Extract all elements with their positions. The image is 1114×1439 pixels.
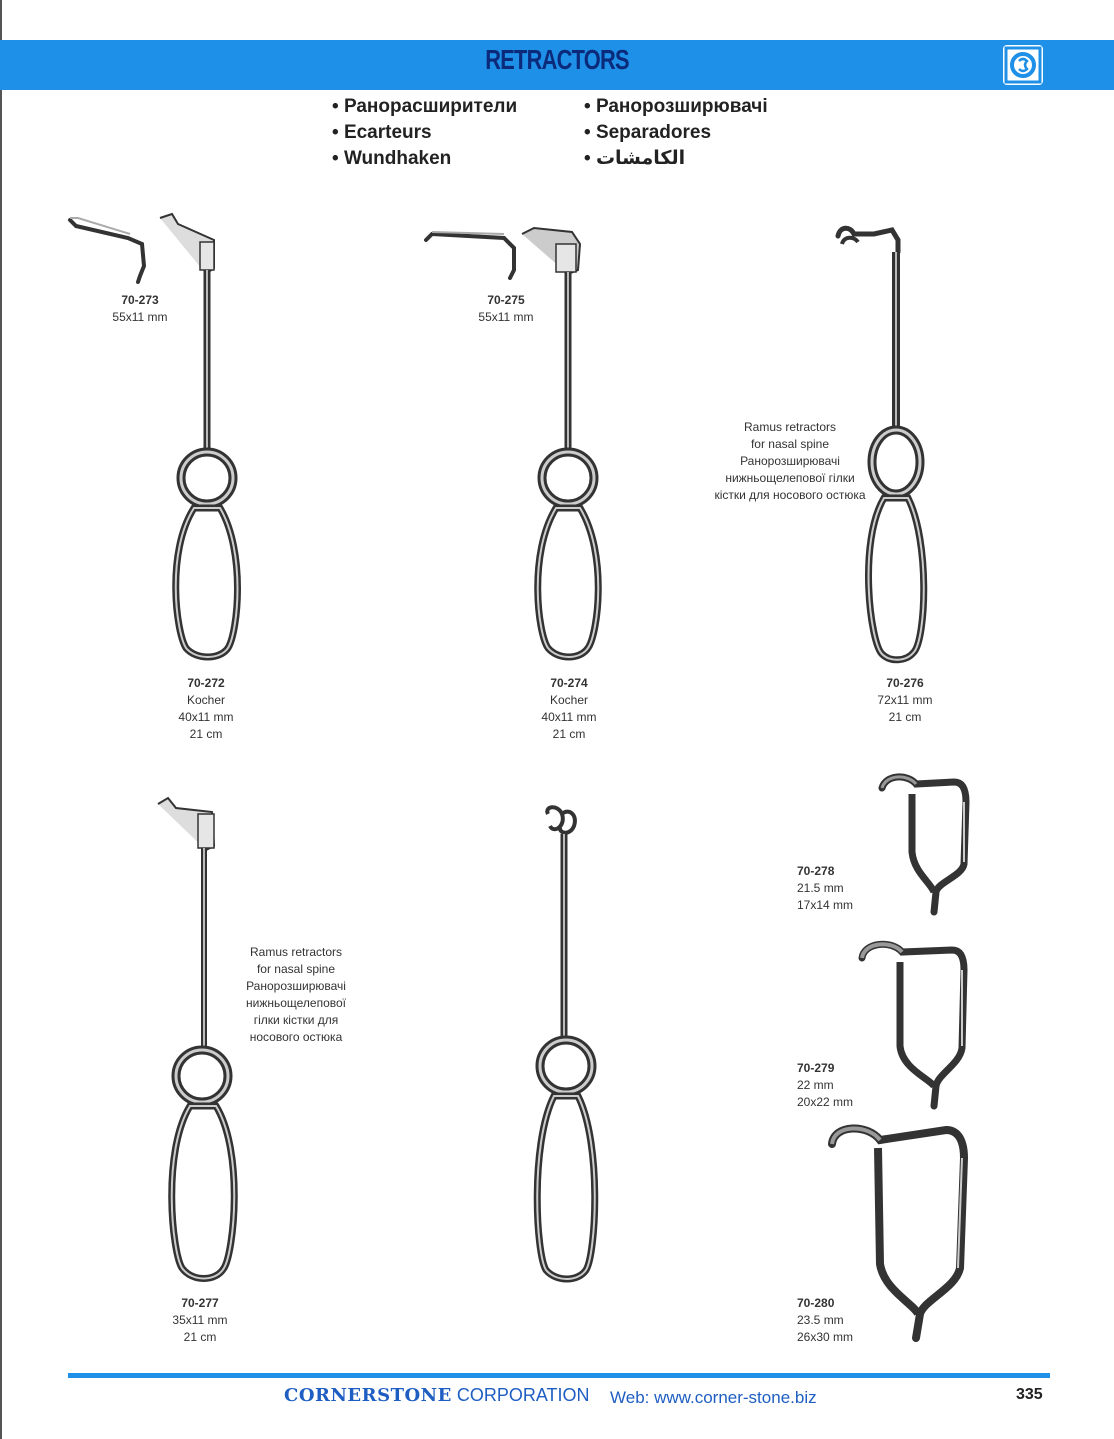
- note-line: нижньощелепової: [245, 996, 347, 1010]
- product-spec: 35x11 mm: [172, 1313, 228, 1327]
- product-spec: 21 cm: [189, 727, 223, 741]
- caption-70-277: [150, 1295, 250, 1346]
- note-line: Ramus retractors: [743, 420, 837, 434]
- brand-name: CORNERSTONE: [284, 1385, 452, 1406]
- product-code: 70-279: [797, 1061, 835, 1075]
- footer-brand: [284, 1385, 590, 1406]
- retractor-70-272-illustration: [156, 212, 246, 662]
- product-spec: 21.5 mm: [797, 881, 844, 895]
- product-code: 70-277: [181, 1296, 219, 1310]
- translation-item: • Ранорозширювачі: [584, 94, 768, 120]
- note-line: Ранорозширювачі: [246, 979, 346, 993]
- retractor-70-274-illustration: [520, 224, 610, 664]
- product-spec: 72x11 mm: [877, 693, 933, 707]
- footer-website: Web: www.corner-stone.biz: [610, 1388, 817, 1407]
- product-spec: 23.5 mm: [797, 1313, 844, 1327]
- translation-item: • Ecarteurs: [332, 120, 517, 146]
- product-spec: 17x14 mm: [797, 898, 854, 912]
- page-left-border: [0, 0, 2, 1439]
- product-spec: 21 cm: [183, 1330, 217, 1344]
- caption-70-272: [156, 675, 256, 743]
- retractor-middle-lower-illustration: [530, 804, 610, 1284]
- company-logo: [1003, 45, 1043, 85]
- retractor-70-273-illustration: [68, 214, 158, 284]
- note-line: носового остюка: [249, 1030, 343, 1044]
- translations-right: [584, 94, 768, 172]
- note-line: кістки для носового остюка: [714, 488, 866, 502]
- product-spec: 21 cm: [552, 727, 586, 741]
- product-code: 70-275: [487, 293, 525, 307]
- translations-left: [332, 94, 517, 172]
- product-spec: Kocher: [549, 693, 589, 707]
- product-spec: 40x11 mm: [541, 710, 597, 724]
- note-ramus-upper: [690, 419, 890, 504]
- caption-70-278: [797, 863, 887, 914]
- note-line: for nasal spine: [750, 437, 830, 451]
- note-ramus-lower: [226, 944, 366, 1046]
- product-code: 70-273: [121, 293, 159, 307]
- translation-item: • Separadores: [584, 120, 768, 146]
- product-code: 70-276: [886, 676, 924, 690]
- note-line: Ramus retractors: [249, 945, 343, 959]
- product-spec: 21 cm: [888, 710, 922, 724]
- caption-70-275: [456, 292, 556, 326]
- caption-70-279: [797, 1060, 887, 1111]
- page-number: 335: [1016, 1386, 1043, 1403]
- product-code: 70-272: [187, 676, 225, 690]
- note-line: for nasal spine: [256, 962, 336, 976]
- footer-divider: [68, 1373, 1050, 1378]
- product-spec: 40x11 mm: [178, 710, 234, 724]
- product-code: 70-278: [797, 864, 835, 878]
- page-title: RETRACTORS: [485, 44, 629, 75]
- note-line: нижньощелепової гілки: [725, 471, 855, 485]
- product-spec: 20x22 mm: [797, 1095, 854, 1109]
- translation-item: • الكامشات: [584, 146, 768, 172]
- caption-70-276: [855, 675, 955, 726]
- product-code: 70-280: [797, 1296, 835, 1310]
- caption-70-280: [797, 1295, 887, 1346]
- product-spec: 26x30 mm: [797, 1330, 854, 1344]
- note-line: гілки кістки для: [253, 1013, 339, 1027]
- caption-70-274: [519, 675, 619, 743]
- logo-icon: [1003, 45, 1043, 85]
- note-line: Ранорозширювачі: [740, 454, 840, 468]
- product-spec: 22 mm: [797, 1078, 834, 1092]
- retractor-70-275-illustration: [424, 224, 524, 284]
- product-code: 70-274: [550, 676, 588, 690]
- retractor-70-278-illustration: [878, 772, 970, 914]
- translation-item: • Wundhaken: [332, 146, 517, 172]
- caption-70-273: [90, 292, 190, 326]
- product-spec: 55x11 mm: [112, 310, 168, 324]
- product-spec: 55x11 mm: [478, 310, 534, 324]
- brand-suffix: CORPORATION: [451, 1385, 590, 1405]
- translation-item: • Ранорасширители: [332, 94, 517, 120]
- product-spec: Kocher: [186, 693, 226, 707]
